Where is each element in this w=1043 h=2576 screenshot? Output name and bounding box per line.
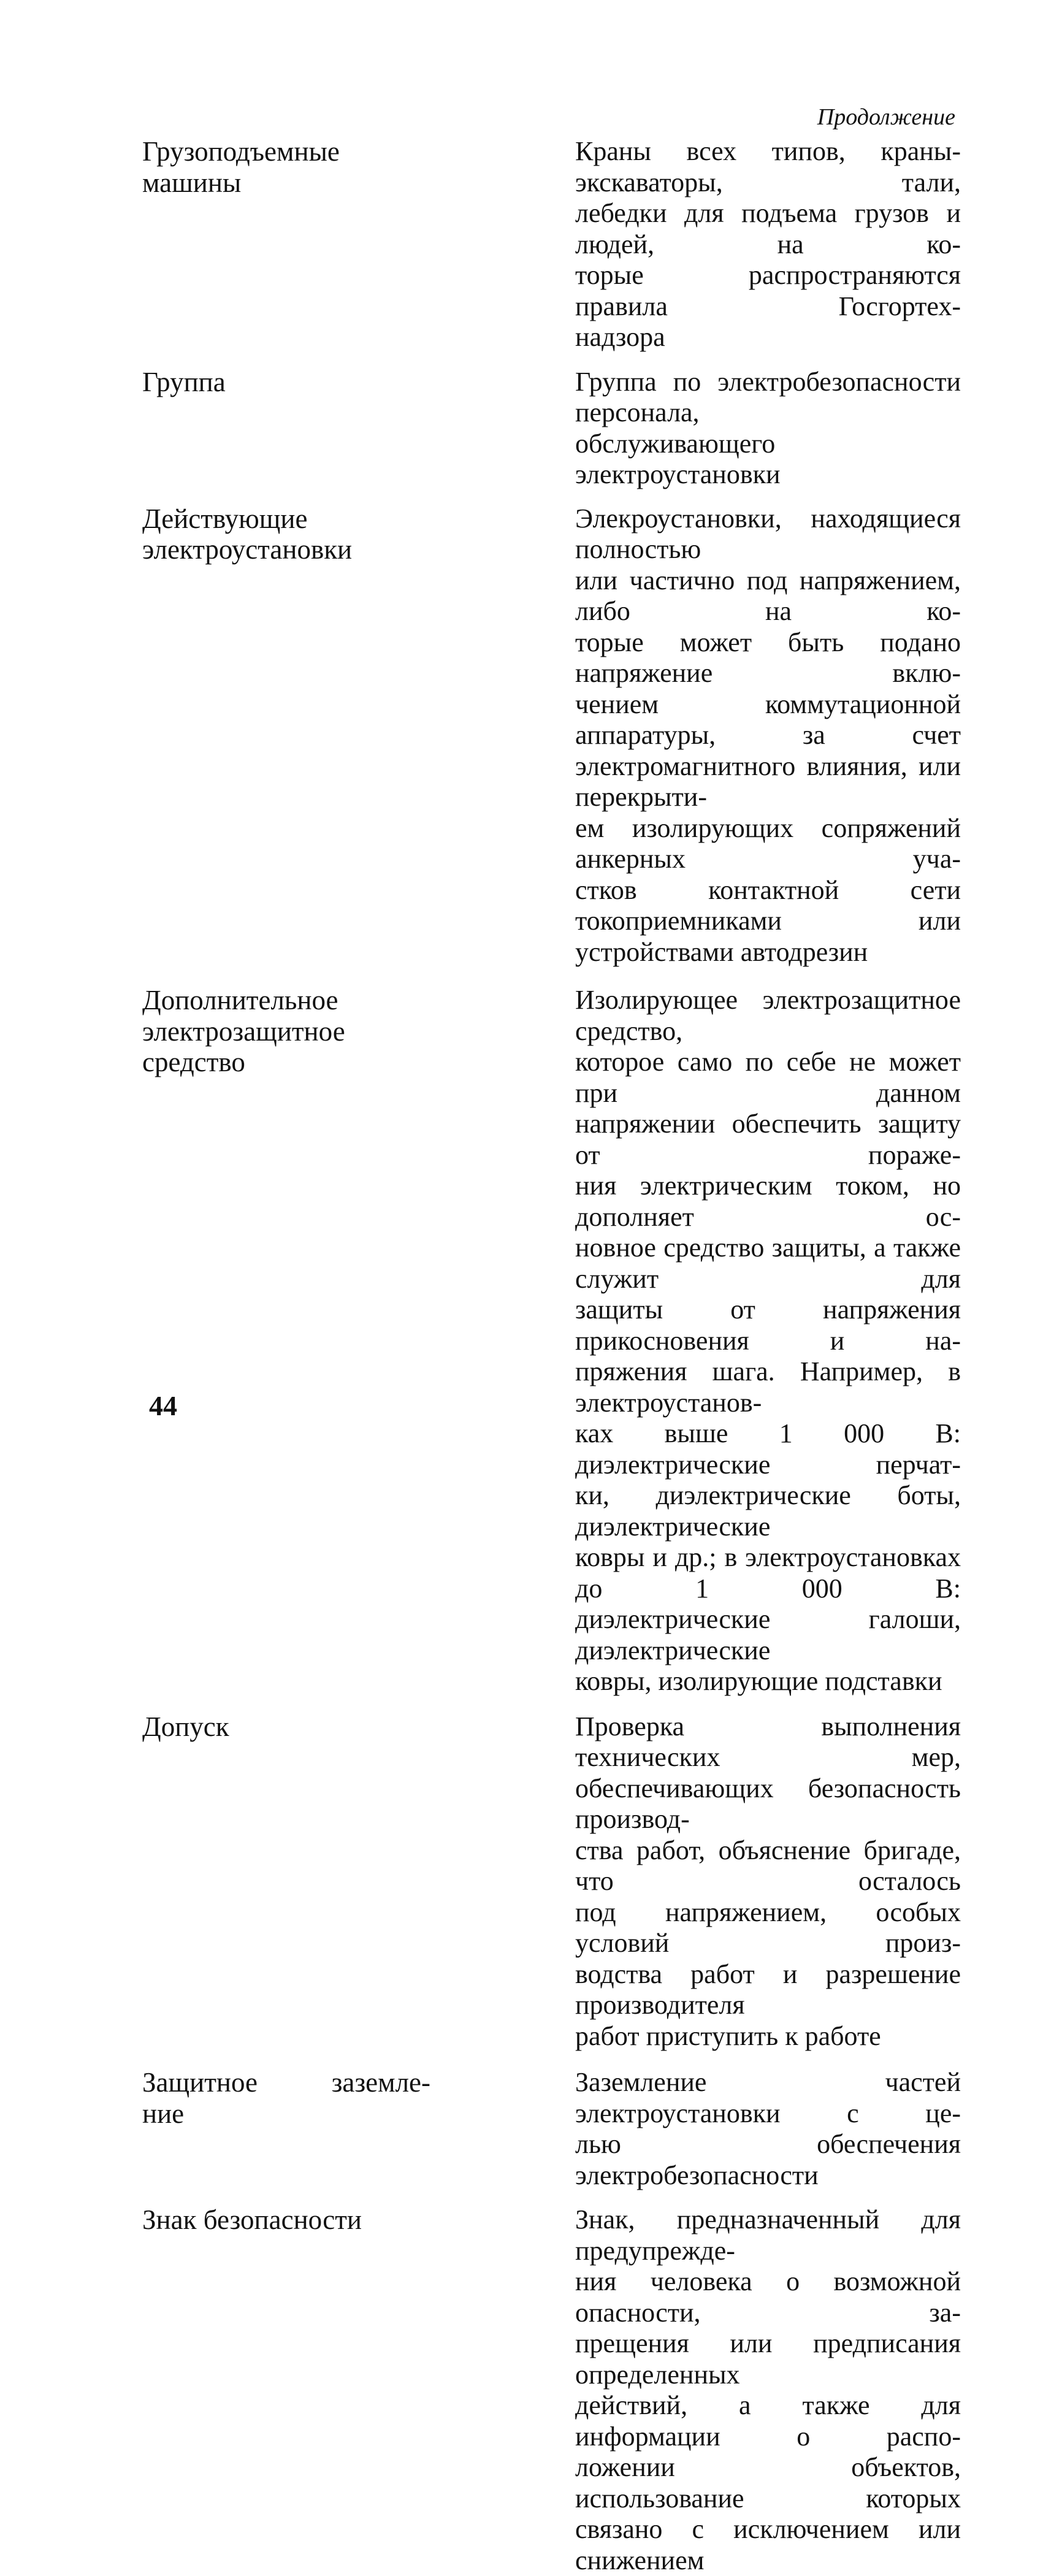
glossary-definition bbox=[575, 1711, 961, 2052]
term-line: Действующие bbox=[142, 503, 308, 534]
definition-line: Краны всех типов, краны-экскаваторы, тали, bbox=[575, 136, 961, 197]
definition-line: Элекроустановки, находящиеся полностью bbox=[575, 503, 961, 564]
definition-line: ковры, изолирующие подставки bbox=[575, 1666, 942, 1696]
definition-line: ках выше 1 000 В: диэлектрические перчат- bbox=[575, 1418, 961, 1480]
glossary-term bbox=[142, 503, 430, 968]
glossary-term bbox=[142, 1711, 430, 2052]
glossary-term bbox=[142, 985, 430, 1697]
glossary-definition bbox=[575, 136, 961, 353]
definition-line: работ приступить к работе bbox=[575, 2020, 881, 2051]
definition-line: надзора bbox=[575, 322, 665, 352]
term-line: Допуск bbox=[142, 1711, 229, 1742]
definition-line: ем изолирующих сопряжений анкерных уча- bbox=[575, 812, 961, 874]
definition-line: Изолирующее электрозащитное средство, bbox=[575, 985, 961, 1046]
definition-line: прещения или предписания определенных bbox=[575, 2328, 961, 2390]
definition-line: лебедки для подъема грузов и людей, на ко- bbox=[575, 198, 961, 259]
definition-line: действий, а также для информации о распо- bbox=[575, 2390, 961, 2452]
glossary-definition bbox=[575, 985, 961, 1697]
definition-line: защиты от напряжения прикосновения и на- bbox=[575, 1294, 961, 1356]
definition-line: чением коммутационной аппаратуры, за счет bbox=[575, 689, 961, 750]
page-number: 44 bbox=[149, 1390, 177, 1421]
definition-line: обеспечивающих безопасность производ- bbox=[575, 1773, 961, 1834]
definition-line: связано с исключением или снижением bbox=[575, 2514, 961, 2575]
definition-line: торые может быть подано напряжение вклю- bbox=[575, 627, 961, 688]
definition-line: электромагнитного влияния, или перекрыти- bbox=[575, 751, 961, 812]
definition-line: диэлектрические галоши, диэлектрические bbox=[575, 1604, 961, 1665]
definition-line: новное средство защиты, а также служит для bbox=[575, 1233, 961, 1294]
definition-line: ки, диэлектрические боты, диэлектрические bbox=[575, 1480, 961, 1542]
glossary-entry bbox=[142, 367, 961, 491]
term-line: Группа bbox=[142, 366, 226, 397]
definition-line: Знак, предназначенный для предупрежде- bbox=[575, 2204, 961, 2266]
term-line: электроустановки bbox=[142, 534, 353, 565]
glossary-term bbox=[142, 367, 430, 491]
definition-line: водства работ и разрешение производителя bbox=[575, 1959, 961, 2020]
glossary-term bbox=[142, 2067, 430, 2191]
glossary-entry bbox=[142, 2067, 961, 2191]
definition-line: ния электрическим током, но дополняет ос- bbox=[575, 1171, 961, 1232]
glossary-entry bbox=[142, 136, 961, 353]
definition-line: стков контактной сети токоприемниками или bbox=[575, 874, 961, 936]
definition-line: устройствами автодрезин bbox=[575, 936, 868, 967]
term-line: средство bbox=[142, 1047, 245, 1077]
term-line: ние bbox=[142, 2098, 185, 2129]
term-line: машины bbox=[142, 167, 242, 198]
glossary-entries bbox=[142, 136, 961, 2576]
glossary-term bbox=[142, 2204, 430, 2576]
glossary-term bbox=[142, 136, 430, 353]
definition-line: ложении объектов, использование которых bbox=[575, 2452, 961, 2513]
definition-line: ства работ, объяснение бригаде, что осталось bbox=[575, 1835, 961, 1896]
term-line: Защитное заземле- bbox=[142, 2067, 430, 2098]
continuation-label: Продолжение bbox=[817, 104, 955, 130]
glossary-definition bbox=[575, 367, 961, 491]
definition-line: ния человека о возможной опасности, за- bbox=[575, 2266, 961, 2328]
glossary-entry bbox=[142, 1711, 961, 2052]
term-line: Дополнительное bbox=[142, 985, 338, 1015]
definition-line: напряжении обеспечить защиту от пораже- bbox=[575, 1109, 961, 1170]
definition-line: торые распространяются правила Госгортех- bbox=[575, 260, 961, 321]
glossary-entry bbox=[142, 985, 961, 1697]
term-line: Знак безопасности bbox=[142, 2204, 362, 2235]
term-line: электрозащитное bbox=[142, 1015, 345, 1047]
definition-line: Группа по электробезопасности персонала, bbox=[575, 366, 961, 427]
glossary-definition bbox=[575, 503, 961, 968]
glossary-entry bbox=[142, 2204, 961, 2576]
glossary-entry bbox=[142, 503, 961, 968]
definition-line: Заземление частей электроустановки с це- bbox=[575, 2067, 961, 2128]
definition-line: пряжения шага. Например, в электроустанов- bbox=[575, 1356, 961, 1418]
term-line: Грузоподъемные bbox=[142, 136, 340, 167]
definition-line: обслуживающего электроустановки bbox=[575, 428, 781, 489]
definition-line: Проверка выполнения технических мер, bbox=[575, 1711, 961, 1772]
glossary-definition bbox=[575, 2067, 961, 2191]
definition-line: лью обеспечения электробезопасности bbox=[575, 2129, 961, 2190]
definition-line: которое само по себе не может при данном bbox=[575, 1047, 961, 1108]
definition-line: ковры и др.; в электроустановках до 1 000 В: bbox=[575, 1542, 961, 1603]
glossary-definition bbox=[575, 2204, 961, 2576]
definition-line: под напряжением, особых условий произ- bbox=[575, 1897, 961, 1958]
definition-line: или частично под напряжением, либо на ко- bbox=[575, 565, 961, 626]
